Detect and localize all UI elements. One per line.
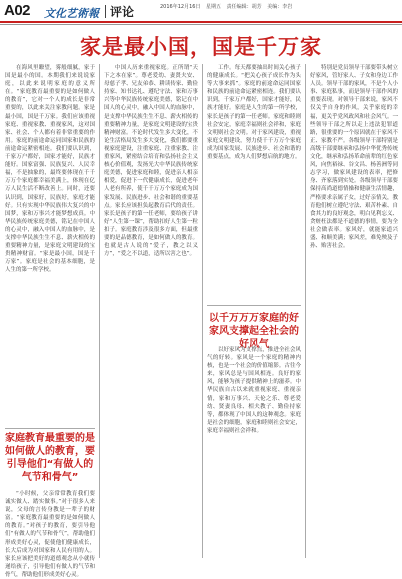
designer-credit: 美编：李岩 [267,4,293,10]
headline: 家是最小国，国是千万家 [80,35,322,59]
editor-credit: 责任编辑：胡芳 [226,4,262,10]
section-title: 评论 [110,5,135,19]
divider [207,305,301,306]
subhead-left: 家庭教育最重要的是如何做人的教育，要引导他们“有做人的气节和骨气” [5,433,95,483]
page-number: A02 [4,2,31,19]
column-rule [305,64,306,558]
column-rule [202,64,203,558]
masthead-rule-thin [0,24,402,25]
masthead [0,0,402,22]
divider [105,5,106,18]
article-column-3b [207,346,301,558]
paragraph: 以好家风为支撑点，推进全社会风气的好转。家风是一个家庭的精神内核，也是一个社会的价值缩影。古往今来，家风总是与国风相连。良好的家风，能够为孩子提供精神上的滋养。中华民族自古以来就重视家庭、重视亲情，家和万事兴、天伦之乐、尊老爱幼、贤妻良母、相夫教子、勤俭持家等，都体现了中国人的这种观念。家庭是社会的细胞，家庭和睦则社会安定，家庭幸福则社会祥和。 [207,347,301,434]
article-column-1b [5,490,95,578]
masthead-rule [0,21,402,23]
issue-date: 2016年12月16日 [160,4,201,10]
paragraph: 特别是党员领导干部要带头树立好家风，管好家人、子女和身边工作人员。领导干部的家风，不是个人小事、家庭私事，而是领导干部作风的重要表现。对领导干部来说，家风不仅关乎自身的作风，关乎家庭的幸福，更关乎党风政风和社会风气。一些领导干部之所以走上违法犯罪道路，很重要的一个原因就在于家风不正、家教不严。各级领导干部特别是高级干部要继承和弘扬中华优秀传统文化，继承和弘扬革命前辈的红色家风，向焦裕禄、谷文昌、杨善洲等同志学习，做家风建设的表率，把修身、齐家落到实处。各级领导干部要保持高尚道德情操和健康生活情趣，严格要求亲属子女，过好亲情关，教育他们树立遵纪守法、艰苦朴素、自食其力的良好观念，明白见利忘义、贪赃枉法都是不道德的事情，要为全社会做表率。家风好，就能家道兴盛、和顺美满；家风差，难免殃及子孙、贻害社会。 [310,65,399,250]
paragraph: 工作。每天都要抽出时间关心孩子的健康成长。“把关心孩子成长作为头等大事来抓”。家庭的前途命运同国家和民族的前途命运紧密相连。我们要认识到，千家万户都好，国家才能好，民族才能好。家庭是人生的第一所学校，家长是孩子的第一任老师。家庭和睦则社会安定，家庭幸福则社会祥和，家庭文明则社会文明。对于家风建设，重视家庭文明建设，努力使千千万万个家庭成为国家发展、民族进步、社会和谐的重要基点，成为人们梦想启航的地方。 [207,65,301,161]
paragraph: “小时候，父亲常常教育我们要诚实做人、踏实做事。”对于很多人来说，父母的言传身教是一辈子的财富。“家庭教育最重要的是如何做人的教育。”对孩子的教育，要引导他们“有做人的气节和骨气”，帮助他们形成美好心灵，促使他们健康成长，长大后成为对国家和人民有用的人。家长应该把美好的道德观念从小就传递给孩子，引导他们有做人的气节和骨气，帮助他们形成美好心灵。 [5,491,95,578]
newspaper-name: 文化艺術報 [44,7,99,20]
article-column-3 [207,64,301,302]
paragraph: 在海风里瞭望，雾般细腻，家于国是最小的国。本期我们来说说家庭，以此来说明家庭的意义所在。“家庭教育最重要的是如何做人的教育”，它对一个人的成长是非常重要的，以此来关注家教问题。家是最小国，国是千万家。我们应该重视家庭、重视家教、重视家风，这对国家、社会、个人都有着非常重要的作用。家庭的前途命运同国家和民族的前途命运紧密相连。我们要认识到，千家万户都好，国家才能好，民族才能好。国家富强、民族复兴、人民幸福，不是抽象的，最终要体现在千千万万个家庭都幸福美满上，体现在亿万人民生活不断改善上。同时，还要认识到，国家好，民族好，家庭才能好。只有实现中华民族伟大复兴的中国梦，家和万事兴才能梦想成真。中华民族传统家庭美德，铭记在中国人的心灵中，融入中国人的血脉中，是支撑中华民族生生不息、薪火相传的重要精神力量，是家庭文明建设的宝贵精神财富。“家是最小国，国是千万家”。家庭是社会的基本细胞，是人生的第一所学校。 [5,65,95,274]
article-column-1 [5,64,95,424]
article-column-4 [310,64,398,558]
subhead-middle: 以千万万万家庭的好家风支撑起全社会的好风气 [209,313,299,350]
issue-weekday: 星期五 [206,4,222,10]
issue-meta [160,4,296,11]
column-rule [99,64,100,558]
paragraph: 中国人历来重视家庭。正所谓“天下之本在家”。尊老爱幼、妻贤夫安、母慈子孝、兄友弟恭、耕读传家、勤俭持家、知书达礼、遵纪守法、家和万事兴等中华民族传统家庭美德，铭记在中国人的心灵中，融入中国人的血脉中，是支撑中华民族生生不息、薪火相传的重要精神力量，是家庭文明建设的宝贵精神财富。不论时代发生多大变化，不论生活格局发生多大变化，我们都要重视家庭建设，注重家庭、注重家教、注重家风，紧密结合培育和弘扬社会主义核心价值观，发扬光大中华民族传统家庭美德，促进家庭和睦，促进亲人相亲相爱，促进下一代健康成长，促进老年人老有所养，使千千万万个家庭成为国家发展、民族进步、社会和谐的重要基点。家长应该担负起教育后代的责任。家长是孩子的第一任老师，要给孩子讲好“人生第一课”，帮助扣好人生第一粒扣子。家庭教育涉及很多方面，但最重要的是品德教育，是如何做人的教育。也就是古人说的“爱子，教之以义方”，“爱之不以道，适所以害之也”。 [104,65,198,258]
article-column-2 [104,64,198,558]
divider [5,428,95,429]
